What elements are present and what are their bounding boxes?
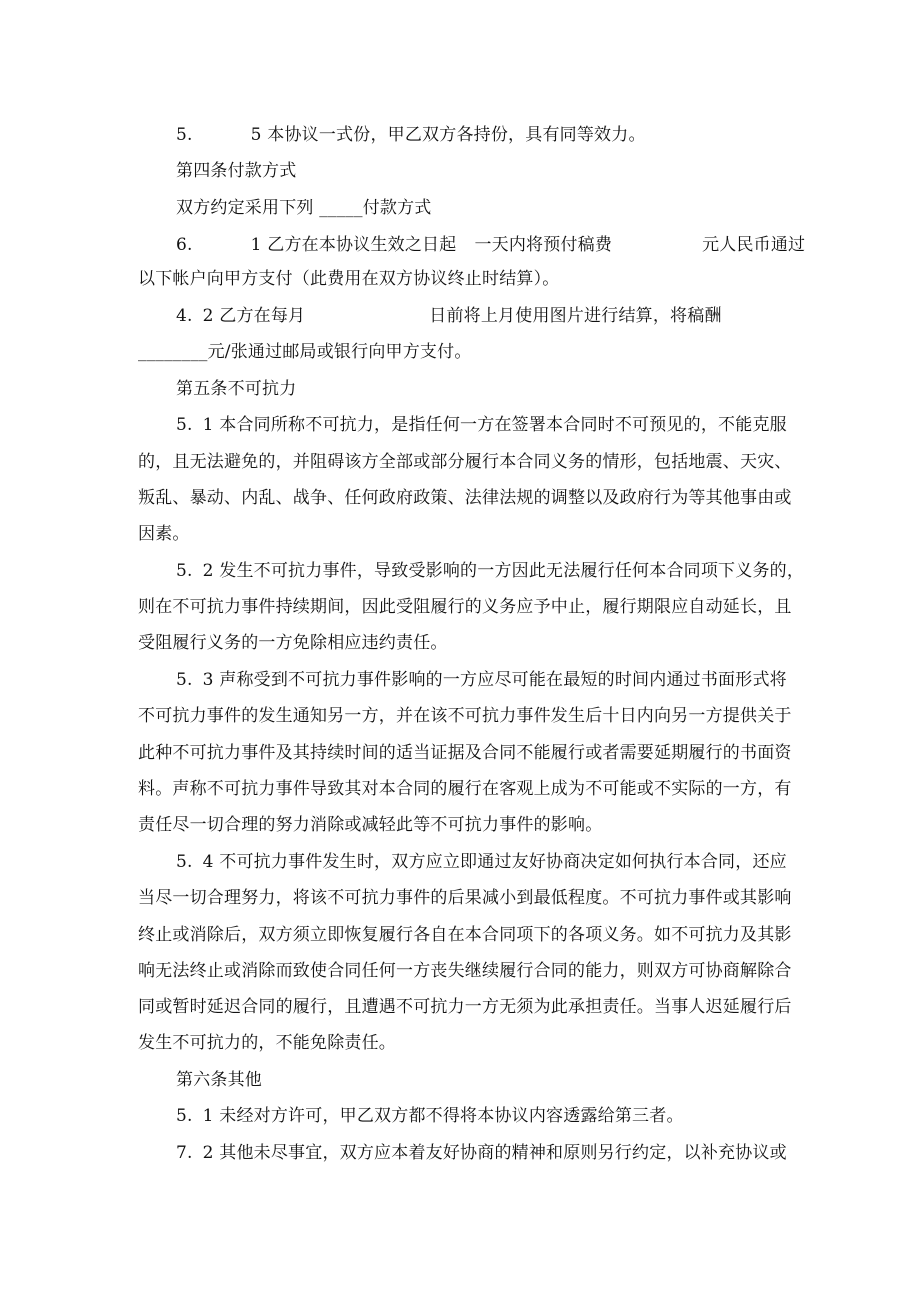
clause-text-b: 日前将上月使用图片进行结算，将稿酬 xyxy=(429,306,722,326)
clause-other-1 xyxy=(176,1105,684,1127)
body-line: 发生不可抗力的，不能免除责任。 xyxy=(138,1033,396,1053)
clause-payment-1 xyxy=(176,234,805,256)
clause-force-3 xyxy=(176,669,787,691)
clause-text: 2 发生不可抗力事件，导致受影响的一方因此无法履行任何本合同项下义务的， xyxy=(202,561,805,581)
clause-number: 5. xyxy=(176,670,193,690)
clause-number: 5. xyxy=(176,415,193,435)
clause-payment-2 xyxy=(176,305,722,327)
body-line: 不可抗力事件的发生通知另一方，并在该不可抗力事件发生后十日内向另一方提供关于 xyxy=(138,706,792,726)
clause-text: 1 未经对方许可，甲乙双方都不得将本协议内容透露给第三者。 xyxy=(202,1106,684,1126)
body-line: 则在不可抗力事件持续期间，因此受阻履行的义务应予中止，履行期限应自动延长，且 xyxy=(138,597,792,617)
clause-number: 6. xyxy=(176,235,193,255)
clause-5-5 xyxy=(176,124,646,146)
body-line: 当尽一切合理努力，将该不可抗力事件的后果减小到最低程度。不可抗力事件或其影响 xyxy=(138,888,792,908)
clause-number: 5. xyxy=(176,561,193,581)
clause-force-4 xyxy=(176,851,787,873)
body-line: 以下帐户向甲方支付（此费用在双方协议终止时结算）。 xyxy=(138,269,560,289)
body-line: 同或暂时延迟合同的履行，且遭遇不可抗力一方无须为此承担责任。当事人迟延履行后 xyxy=(138,997,792,1017)
body-line: ________元/张通过邮局或银行向甲方支付。 xyxy=(138,342,472,362)
clause-number: 5. xyxy=(176,125,193,145)
body-line: 因素。 xyxy=(138,524,190,544)
section-heading-6: 第六条其他 xyxy=(176,1070,262,1090)
body-line: 责任尽一切合理的努力消除或减轻此等不可抗力事件的影响。 xyxy=(138,815,603,835)
section-heading-4: 第四条付款方式 xyxy=(176,161,297,181)
clause-number: 5. xyxy=(176,1106,193,1126)
clause-text-a: 2 乙方在每月 xyxy=(202,306,306,326)
clause-text-c: 元人民币通过 xyxy=(702,235,806,255)
clause-text: 5 本协议一式份，甲乙双方各持份，具有同等效力。 xyxy=(250,125,646,145)
clause-text-a: 1 乙方在本协议生效之日起 xyxy=(250,235,457,255)
body-line: 料。声称不可抗力事件导致其对本合同的履行在客观上成为不可能或不实际的一方，有 xyxy=(138,779,792,799)
body-line: 叛乱、暴动、内乱、战争、任何政府政策、法律法规的调整以及政府行为等其他事由或 xyxy=(138,488,792,508)
clause-text: 2 其他未尽事宜，双方应本着友好协商的精神和原则另行约定，以补充协议或 xyxy=(202,1143,787,1163)
clause-text-b: 一天内将预付稿费 xyxy=(474,235,613,255)
clause-number: 7. xyxy=(176,1143,193,1163)
section-heading-5: 第五条不可抗力 xyxy=(176,379,297,399)
body-line: 受阻履行义务的一方免除相应违约责任。 xyxy=(138,633,448,653)
clause-force-1 xyxy=(176,414,787,436)
clause-text: 4 不可抗力事件发生时，双方应立即通过友好协商决定如何执行本合同，还应 xyxy=(202,852,787,872)
body-line: 终止或消除后，双方须立即恢复履行各自在本合同项下的各项义务。如不可抗力及其影 xyxy=(138,925,792,945)
clause-other-2 xyxy=(176,1142,787,1164)
clause-force-2 xyxy=(176,560,804,582)
clause-number: 4. xyxy=(176,306,193,326)
clause-number: 5. xyxy=(176,852,193,872)
body-line: 响无法终止或消除而致使合同任何一方丧失继续履行合同的能力，则双方可协商解除合 xyxy=(138,961,792,981)
body-line: 此种不可抗力事件及其持续时间的适当证据及合同不能履行或者需要延期履行的书面资 xyxy=(138,743,792,763)
payment-method-line: 双方约定采用下列 _____付款方式 xyxy=(176,198,432,218)
clause-text: 1 本合同所称不可抗力，是指任何一方在签署本合同时不可预见的，不能克服 xyxy=(202,415,787,435)
clause-text: 3 声称受到不可抗力事件影响的一方应尽可能在最短的时间内通过书面形式将 xyxy=(202,670,787,690)
body-line: 的，且无法避免的，并阻碍该方全部或部分履行本合同义务的情形，包括地震、天灾、 xyxy=(138,452,792,472)
